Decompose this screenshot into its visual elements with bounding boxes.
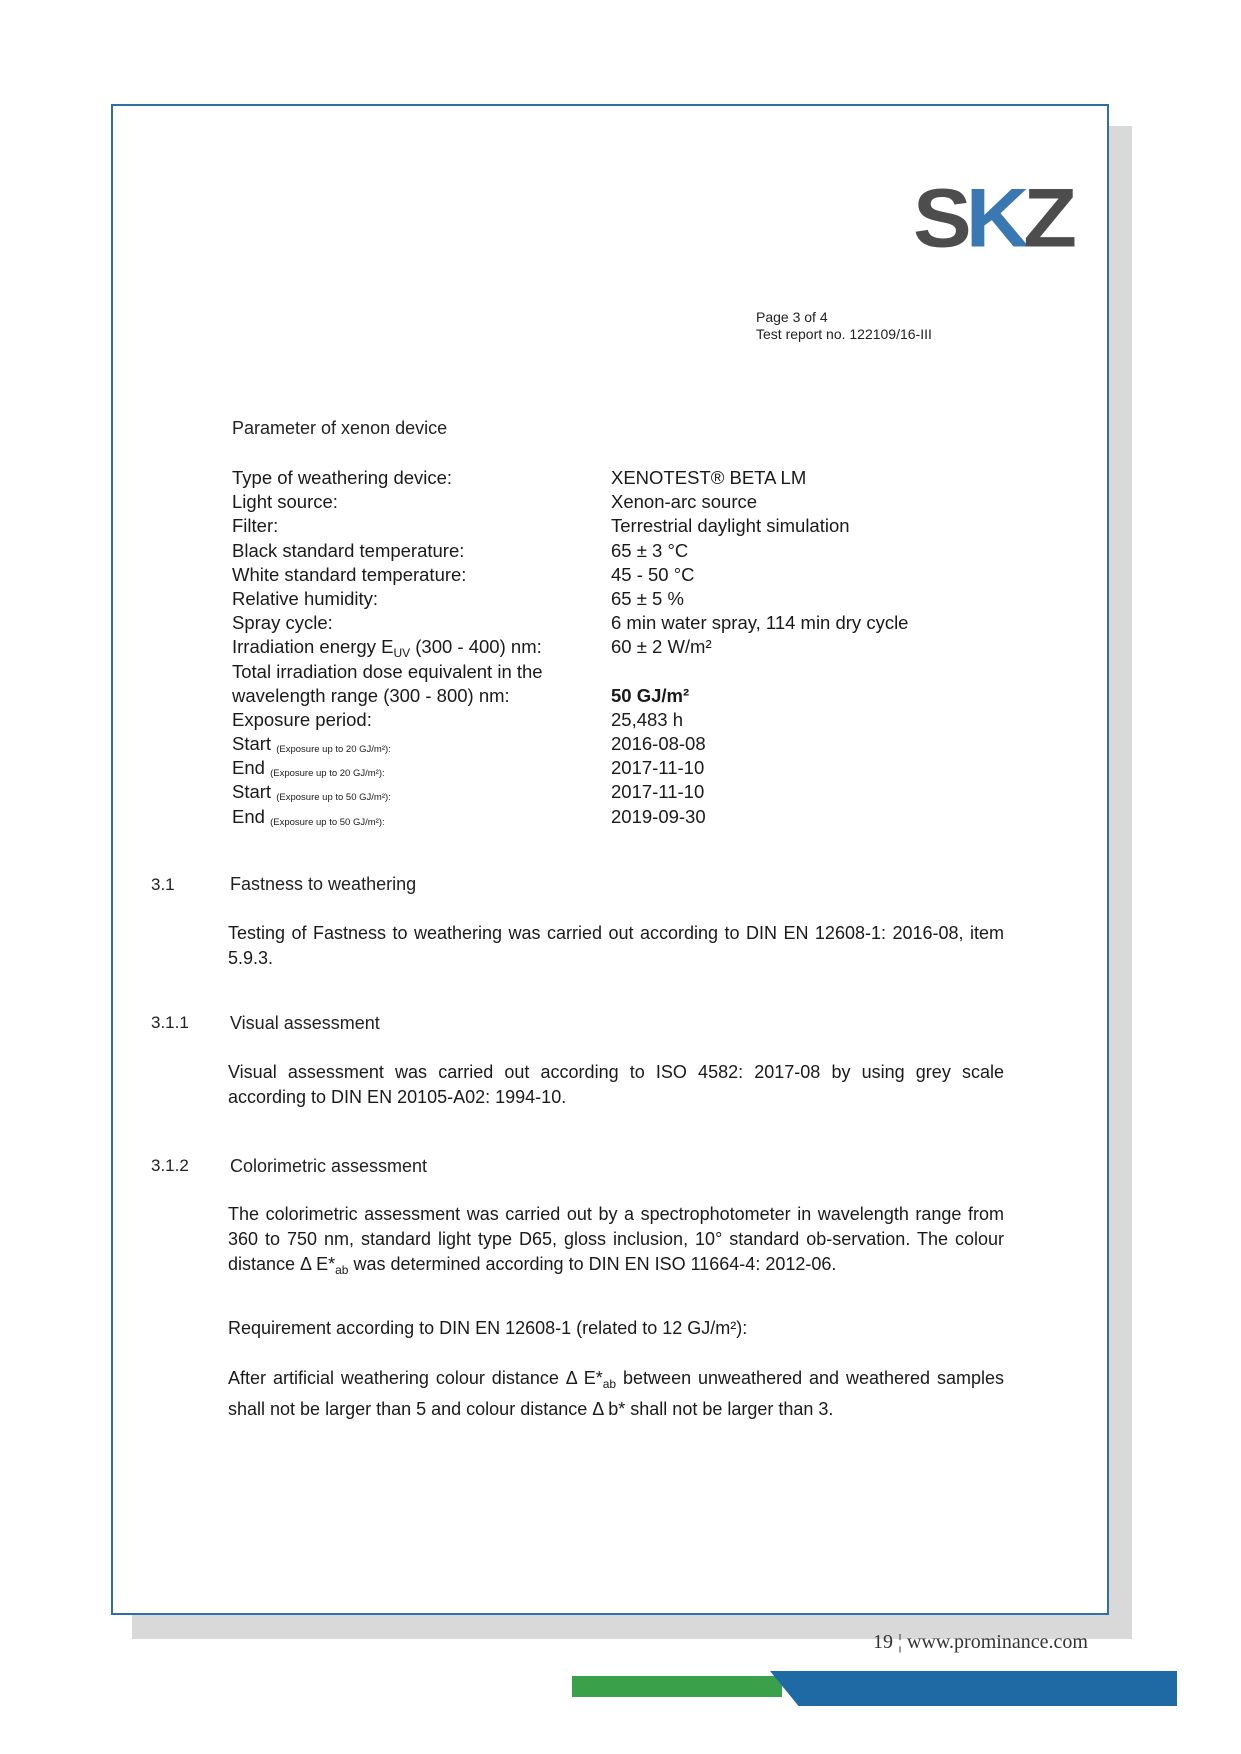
section-text: The colorimetric assessment was carried out by a spectrophotometer in wavelength range from 360 to 750 nm, standard light type D65, gloss inclusion, 10° standard ob-servation. The colour distance Δ $E*_{ab}$ was determined according to DIN EN ISO 11664-4: 2012-06. <box>228 1204 1004 1277</box>
section-text: Visual assessment was carried out according to ISO 4582: 2017-08 by using grey scale according to DIN EN 20105-A02: 1994-10. <box>228 1062 1004 1107</box>
footer-blue-bar <box>770 1671 1177 1706</box>
section-heading: Fastness to weathering <box>230 874 417 894</box>
section-number: 3.1.1 <box>151 1013 189 1032</box>
section-heading: Colorimetric assessment <box>230 1156 428 1176</box>
footer-url: www.prominance.com <box>907 1631 1088 1653</box>
page-info <box>756 309 932 343</box>
param-section-title: Parameter of xenon device <box>232 418 448 438</box>
section-number: 3.1 <box>151 875 175 894</box>
requirement-text: Requirement according to DIN EN 12608-1 (related to 12 GJ/m²): <box>228 1318 748 1338</box>
page-number: Page 3 of 4 <box>756 309 828 325</box>
section-heading: Visual assessment <box>230 1013 380 1033</box>
skz-logo: SKZ <box>913 170 1072 265</box>
footer <box>873 1631 1088 1654</box>
section-text: Testing of Fastness to weathering was carried out according to DIN EN 12608-1: 2016-08, item 5.9.3. <box>228 923 1004 968</box>
footer-page-number: 19 <box>873 1631 893 1653</box>
footer-separator: ¦ <box>898 1631 903 1653</box>
report-number: Test report no. 122109/16-III <box>756 326 932 342</box>
footer-green-bar <box>572 1676 782 1697</box>
requirement-detail: After artificial weathering colour distance Δ $E*_{ab}$ between unweathered and weathered samples shall not be larger than 5 and colour distance Δ b* shall not be larger than 3. <box>228 1368 1004 1419</box>
section-number: 3.1.2 <box>151 1156 189 1175</box>
